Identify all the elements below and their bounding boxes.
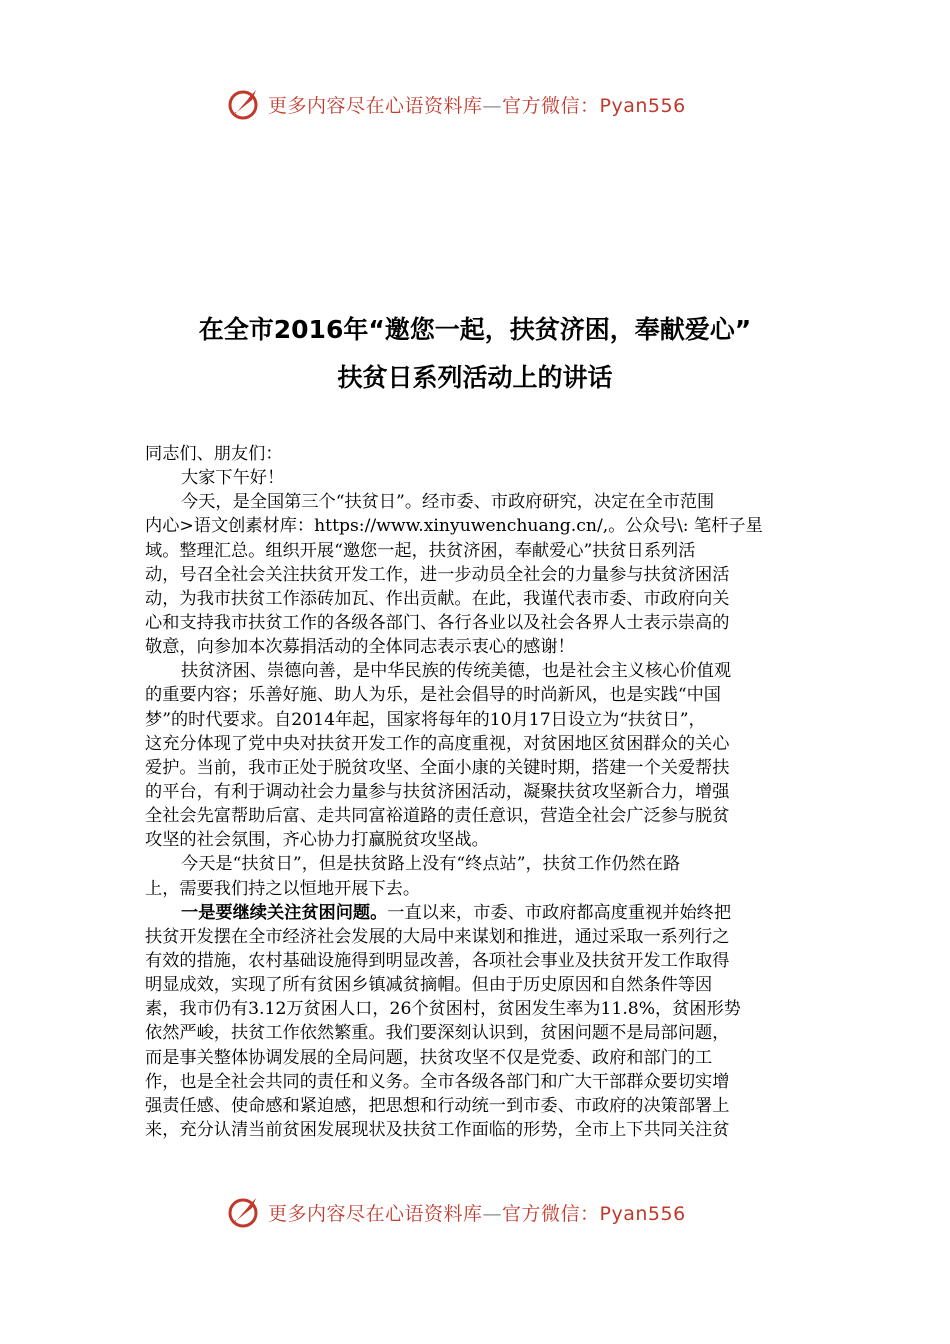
paragraph-line: 扶贫开发摆在全市经济社会发展的大局中来谋划和推进，通过采取一系列行之: [145, 926, 730, 947]
paragraph-line: 今天是“扶贫日”，但是扶贫路上没有“终点站”，扶贫工作仍然在路: [181, 854, 681, 875]
section-heading: 一是要继续关注贫困问题。: [181, 902, 388, 923]
paragraph-line: 内心>语文创素材库：https://www.xinyuwenchuang.cn/,。公众号\: 笔杆子星: [145, 516, 763, 537]
banner-wechat-id: Pyan556: [599, 94, 686, 117]
quill-logo-icon: [226, 1194, 262, 1230]
banner-wechat-id: Pyan556: [599, 1202, 686, 1225]
paragraph-line: 梦”的时代要求。自2014年起，国家将每年的10月17日设立为“扶贫日”，: [145, 709, 706, 730]
paragraph-line: 的重要内容；乐善好施、助人为乐，是社会倡导的时尚新风，也是实践“中国: [145, 685, 721, 706]
paragraph-line: 明显成效，实现了所有贫困乡镇减贫摘帽。但由于历史原因和自然条件等因: [145, 975, 713, 996]
paragraph-line: 动，号召全社会关注扶贫开发工作，进一步动员全社会的力量参与扶贫济困活: [145, 564, 730, 585]
paragraph-line: 扶贫济困、崇德向善，是中华民族的传统美德，也是社会主义核心价值观: [181, 661, 732, 682]
banner-dash: —: [482, 1202, 503, 1225]
banner-wechat-label: 官方微信：: [502, 94, 600, 117]
paragraph-line: 域。整理汇总。组织开展“邀您一起，扶贫济困，奉献爱心”扶贫日系列活: [145, 540, 696, 561]
document-title-line-1: 在全市2016年“邀您一起，扶贫济困，奉献爱心”: [198, 315, 752, 344]
paragraph-line: 强责任感、使命感和紧迫感，把思想和行动统一到市委、市政府的决策部署上: [145, 1095, 730, 1116]
paragraph-line: 全社会先富帮助后富、走共同富裕道路的责任意识，营造全社会广泛参与脱贫: [145, 806, 730, 827]
document-body: [145, 442, 805, 1142]
paragraph-line: 素，我市仍有3.12万贫困人口，26个贫困村，贫困发生率为11.8%，贫困形势: [145, 999, 741, 1020]
paragraph-line: 敬意，向参加本次募捐活动的全体同志表示衷心的感谢！: [145, 637, 575, 658]
paragraph-line: [145, 901, 805, 925]
greeting-line: 大家下午好！: [181, 468, 285, 489]
banner-dash: —: [482, 94, 503, 117]
paragraph-line: 来，充分认清当前贫困发展现状及扶贫工作面临的形势，全市上下共同关注贫: [145, 1119, 730, 1140]
paragraph-line: 心和支持我市扶贫工作的各级各部门、各行各业以及社会各界人士表示崇高的: [145, 612, 730, 633]
quill-logo-icon: [226, 86, 262, 122]
paragraph-line: 今天，是全国第三个“扶贫日”。经市委、市政府研究，决定在全市范围: [181, 492, 715, 513]
paragraph-line: 作，也是全社会共同的责任和义务。全市各级各部门和广大干部群众要切实增: [145, 1071, 730, 1092]
paragraph-line: 这充分体现了党中央对扶贫开发工作的高度重视，对贫困地区贫困群众的关心: [145, 733, 730, 754]
paragraph-line: 的平台，有利于调动社会力量参与扶贫济困活动，凝聚扶贫攻坚新合力，增强: [145, 781, 730, 802]
paragraph-line: 爱护。当前，我市正处于脱贫攻坚、全面小康的关键时期，搭建一个关爱帮扶: [145, 757, 730, 778]
banner-wechat-label: 官方微信：: [502, 1202, 600, 1225]
banner-site-text: 更多内容尽在心语资料库: [268, 94, 483, 117]
document-title-line-2: 扶贫日系列活动上的讲话: [337, 363, 613, 392]
paragraph-line: 上，需要我们持之以恒地开展下去。: [145, 878, 421, 899]
paragraph-line: 动，为我市扶贫工作添砖加瓦、作出贡献。在此，我谨代表市委、市政府向关: [145, 588, 730, 609]
paragraph-text: 一直以来，市委、市政府都高度重视并始终把: [387, 902, 732, 923]
paragraph-line: 有效的措施，农村基础设施得到明显改善，各项社会事业及扶贫开发工作取得: [145, 950, 730, 971]
footer-watermark-banner: [226, 1192, 686, 1232]
paragraph-line: 依然严峻，扶贫工作依然繁重。我们要深刻认识到，贫困问题不是局部问题，: [145, 1023, 730, 1044]
paragraph-line: 而是事关整体协调发展的全局问题，扶贫攻坚不仅是党委、政府和部门的工: [145, 1047, 713, 1068]
header-watermark-banner: [226, 84, 686, 124]
banner-site-text: 更多内容尽在心语资料库: [268, 1202, 483, 1225]
salutation-line: 同志们、朋友们：: [145, 444, 283, 464]
paragraph-line: 攻坚的社会氛围，齐心协力打赢脱贫攻坚战。: [145, 830, 489, 851]
